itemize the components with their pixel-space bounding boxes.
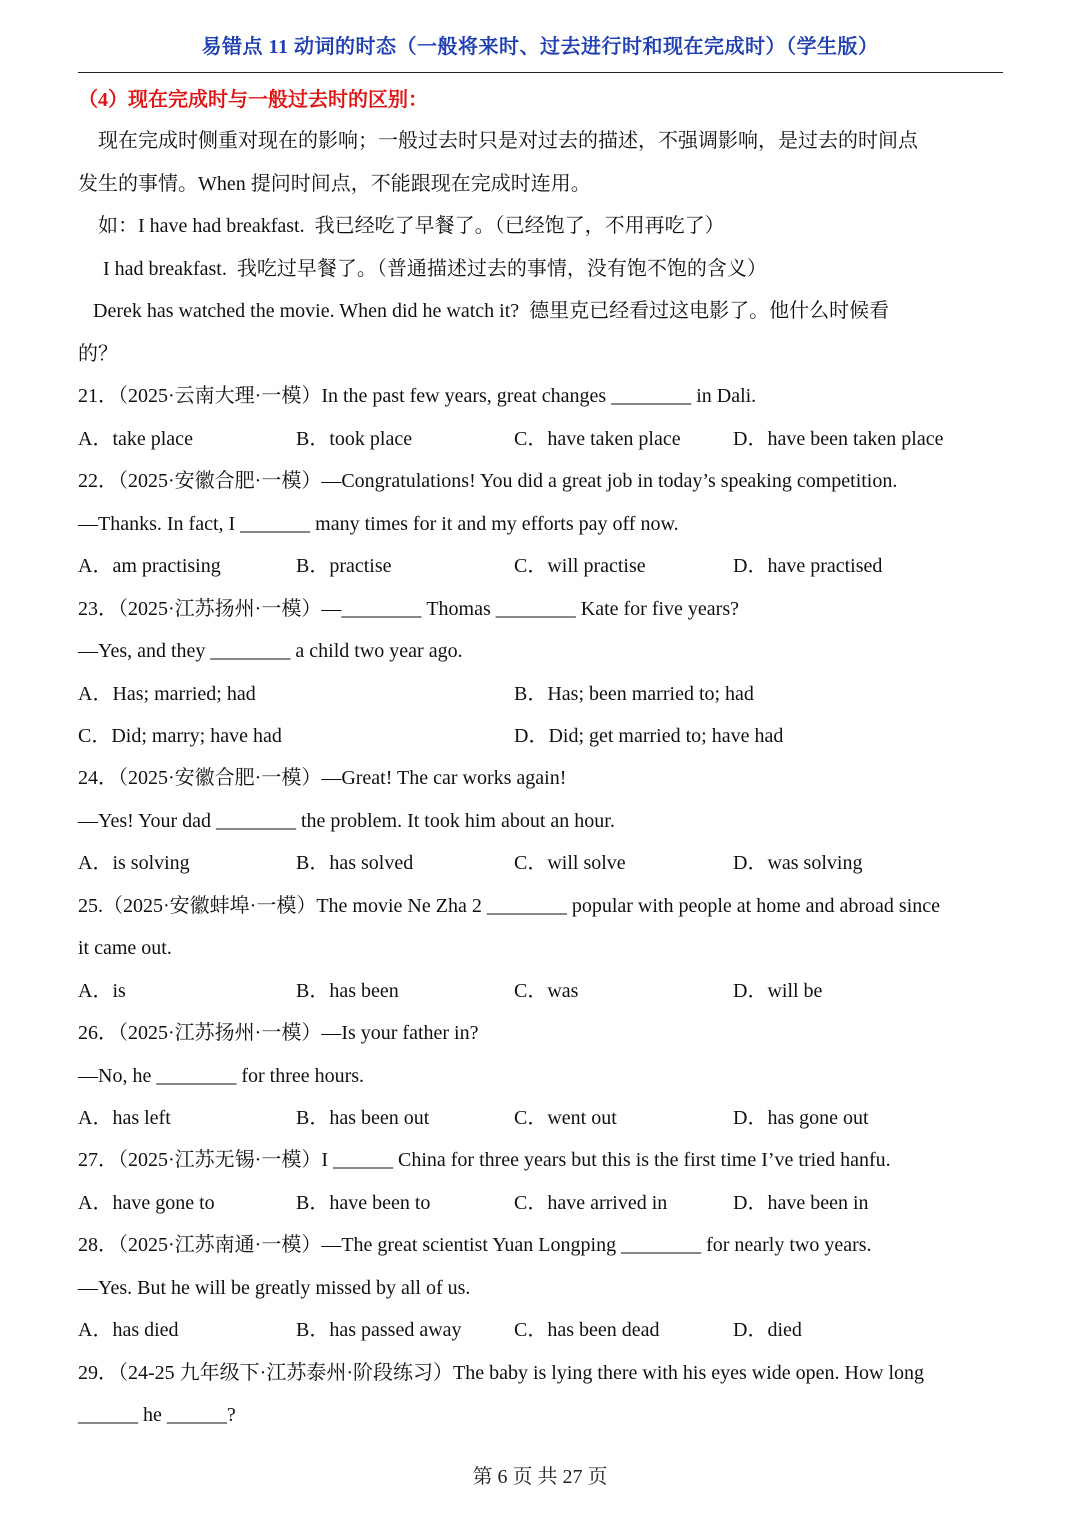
option-a: A．am practising [78,555,221,577]
section-heading: （4）现在完成时与一般过去时的区别： [78,89,428,111]
question-stem: 23．（2025·江苏扬州·一模）—________ Thomas ________ Kate for five years? [78,598,739,620]
option-b: B．Has; been married to; had [514,683,754,705]
option-a: A．Has; married; had [78,683,256,705]
example-line: Derek has watched the movie. When did he watch it? 德里克已经看过这电影了。他什么时候看 [78,300,890,322]
page-number: 第 6 页 共 27 页 [472,1466,608,1488]
question-line: it came out. [78,937,172,959]
option-b: B．has passed away [296,1319,462,1341]
option-a: A．has left [78,1107,171,1129]
option-c: C．will practise [514,555,646,577]
question-stem: 21．（2025·云南大理·一模）In the past few years, great changes ________ in Dali. [78,385,757,407]
paragraph-line: 现在完成时侧重对现在的影响；一般过去时只是对过去的描述，不强调影响，是过去的时间点 [78,130,918,152]
question-stem: 25.（2025·安徽蚌埠·一模）The movie Ne Zha 2 ________ popular with people at home and abroad since [78,895,941,917]
option-c: C．have taken place [514,428,681,450]
page-header-title: 易错点 11 动词的时态（一般将来时、过去进行时和现在完成时）（学生版） [201,36,879,58]
question-line: ______ he ______? [78,1404,236,1426]
question-stem: 29．（24-25 九年级下·江苏泰州·阶段练习）The baby is lying there with his eyes wide open. How long [78,1362,925,1384]
option-d: D．died [733,1319,802,1341]
option-d: D．was solving [733,852,863,874]
question-line: —No, he ________ for three hours. [78,1065,365,1087]
option-c: C．has been dead [514,1319,660,1341]
option-c: C．have arrived in [514,1192,668,1214]
option-c: C．went out [514,1107,617,1129]
option-c: C．Did; marry; have had [78,725,282,747]
question-stem: 28．（2025·江苏南通·一模）—The great scientist Yuan Longping ________ for nearly two years. [78,1234,872,1256]
option-d: D．has gone out [733,1107,869,1129]
option-a: A．is solving [78,852,190,874]
question-line: —Yes! Your dad ________ the problem. It took him about an hour. [78,810,615,832]
example-line: I had breakfast. 我吃过早餐了。（普通描述过去的事情，没有饱不饱的含义） [78,258,767,280]
option-c: C．will solve [514,852,626,874]
option-b: B．have been to [296,1192,431,1214]
option-d: D．Did; get married to; have had [514,725,784,747]
option-b: B．took place [296,428,413,450]
option-b: B．has been out [296,1107,430,1129]
option-d: D．will be [733,980,823,1002]
example-line: 如：I have had breakfast. 我已经吃了早餐了。（已经饱了，不用再吃了） [78,215,725,237]
question-stem: 27．（2025·江苏无锡·一模）I ______ China for three years but this is the first time I’ve tried hanfu. [78,1149,891,1171]
question-stem: 26．（2025·江苏扬州·一模）—Is your father in? [78,1022,479,1044]
question-line: —Yes, and they ________ a child two year ago. [78,640,463,662]
option-d: D．have been taken place [733,428,944,450]
option-c: C．was [514,980,579,1002]
header-divider [78,72,1003,73]
example-line: 的？ [78,343,118,365]
option-b: B．has solved [296,852,414,874]
option-d: D．have been in [733,1192,869,1214]
paragraph-line: 发生的事情。When 提问时间点，不能跟现在完成时连用。 [78,173,591,195]
option-a: A．has died [78,1319,179,1341]
question-line: —Yes. But he will be greatly missed by all of us. [78,1277,471,1299]
question-line: —Thanks. In fact, I _______ many times for it and my efforts pay off now. [78,513,679,535]
option-d: D．have practised [733,555,883,577]
option-b: B．practise [296,555,392,577]
option-a: A．take place [78,428,193,450]
question-stem: 24．（2025·安徽合肥·一模）—Great! The car works again! [78,767,567,789]
option-a: A．is [78,980,126,1002]
option-a: A．have gone to [78,1192,215,1214]
question-stem: 22．（2025·安徽合肥·一模）—Congratulations! You did a great job in today’s speaking competition. [78,470,898,492]
option-b: B．has been [296,980,399,1002]
